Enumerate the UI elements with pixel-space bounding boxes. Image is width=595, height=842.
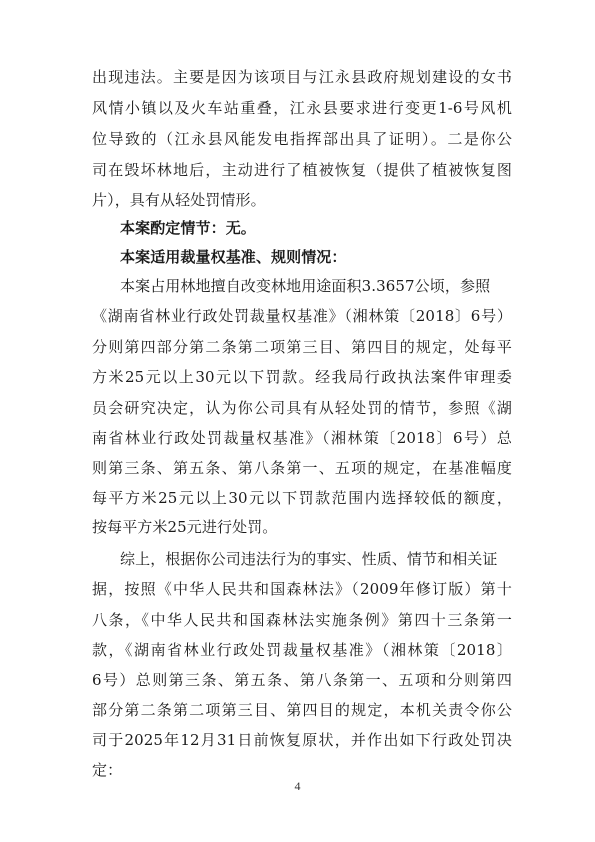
paragraph-line: 据，按照《中华人民共和国森林法》（2009年修订版）第十 [92, 580, 512, 598]
paragraph-line: 综上，根据你公司违法行为的事实、性质、情节和相关证 [120, 550, 498, 568]
section-heading: 本案适用裁量权基准、规则情况： [120, 248, 347, 266]
paragraph-line: 方米25元以上30元以下罚款。经我局行政执法案件审理委 [92, 368, 512, 386]
paragraph-line: 《湖南省林业行政处罚裁量权基准》（湘林策〔2018〕6号） [92, 307, 512, 325]
section-heading: 本案酌定情节：无。 [120, 219, 256, 237]
paragraph-line: 按每平方米25元进行处罚。 [92, 518, 278, 536]
paragraph-line: 司在毁坏林地后，主动进行了植被恢复（提供了植被恢复图 [92, 161, 512, 179]
paragraph-line: 定： [92, 761, 123, 779]
paragraph-line: 南省林业行政处罚裁量权基准》（湘林策〔2018〕6号）总 [92, 429, 512, 447]
paragraph-line: 出现违法。主要是因为该项目与江永县政府规划建设的女书 [92, 68, 512, 86]
paragraph-line: 风情小镇以及火车站重叠，江永县要求进行变更1-6号风机 [92, 99, 512, 117]
paragraph-line: 部分第二条第二项第三目、第四目的规定，本机关责令你公 [92, 701, 512, 719]
page-number: 4 [294, 779, 301, 793]
paragraph-line: 6号）总则第三条、第五条、第八条第一、五项和分则第四 [92, 671, 512, 689]
paragraph-line: 款，《湖南省林业行政处罚裁量权基准》（湘林策〔2018〕 [92, 641, 512, 659]
paragraph-line: 片），具有从轻处罚情形。 [92, 191, 266, 209]
paragraph-line: 位导致的（江永县风能发电指挥部出具了证明）。二是你公 [92, 130, 512, 148]
paragraph-line: 则第三条、第五条、第八条第一、五项的规定，在基准幅度 [92, 459, 512, 477]
paragraph-line: 分则第四部分第二条第二项第三目、第四目的规定，处每平 [92, 338, 512, 356]
paragraph-line: 员会研究决定，认为你公司具有从轻处罚的情节，参照《湖 [92, 399, 512, 417]
paragraph-line: 本案占用林地擅自改变林地用途面积3.3657公顷，参照 [120, 277, 491, 295]
paragraph-line: 八条，《中华人民共和国森林法实施条例》第四十三条第一 [92, 611, 512, 629]
paragraph-line: 司于2025年12月31日前恢复原状，并作出如下行政处罚决 [92, 731, 512, 749]
paragraph-line: 每平方米25元以上30元以下罚款范围内选择较低的额度， [92, 489, 512, 507]
